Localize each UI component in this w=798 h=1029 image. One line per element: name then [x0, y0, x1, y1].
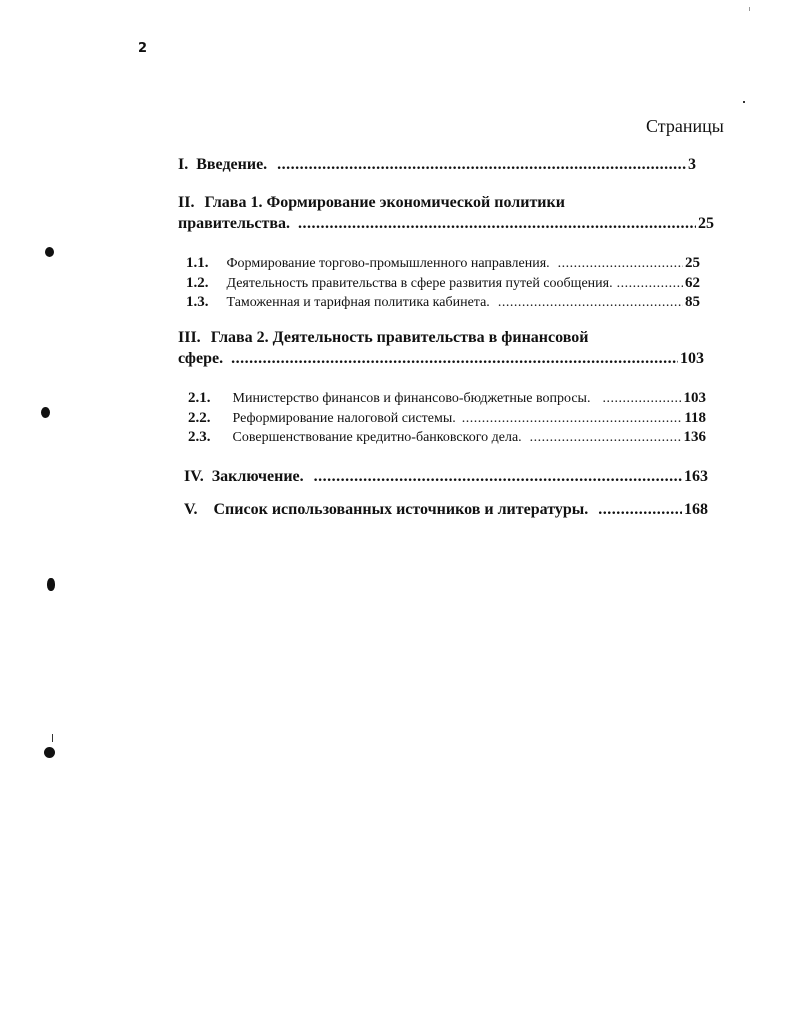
- toc-chapter-1-title: [178, 194, 565, 212]
- pages-column-header: Страницы: [646, 116, 724, 136]
- toc-section-2-2: [188, 410, 706, 427]
- toc-section-page: 136: [683, 429, 706, 445]
- toc-section-title: Реформирование налоговой системы.: [232, 411, 456, 426]
- toc-section-1-3: [186, 294, 700, 311]
- toc-entry-page: 163: [684, 468, 708, 485]
- toc-entry-title: Глава 2. Деятельность правительства в финансовой: [210, 329, 589, 346]
- toc-entry-number: II.: [178, 194, 195, 211]
- scan-speck: [743, 101, 745, 103]
- toc-section-number: 1.3.: [186, 294, 209, 310]
- dot-leader: [602, 391, 681, 407]
- toc-chapter-2-title: [178, 329, 588, 347]
- toc-section-number: 2.3.: [188, 429, 211, 445]
- toc-section-page: 103: [683, 390, 706, 406]
- toc-entry-page: 103: [680, 350, 704, 367]
- toc-entry-number: V.: [184, 501, 198, 518]
- scan-speck: [749, 7, 750, 11]
- toc-section-1-1: [186, 255, 700, 272]
- toc-section-title: Совершенствование кредитно-банковского дела.: [232, 430, 522, 445]
- toc-entry-number: III.: [178, 329, 201, 346]
- toc-section-number: 1.2.: [186, 275, 209, 291]
- toc-section-page: 85: [685, 294, 700, 310]
- toc-section-number: 2.2.: [188, 410, 211, 426]
- toc-entry-sources: [184, 501, 708, 519]
- binder-hole-mark: [45, 247, 54, 257]
- toc-entry-intro: [178, 156, 696, 174]
- toc-section-title: Таможенная и тарифная политика кабинета.: [226, 295, 490, 310]
- page-number: 2: [138, 41, 148, 56]
- toc-section-number: 2.1.: [188, 390, 211, 406]
- toc-entry-page: 25: [698, 215, 714, 232]
- toc-entry-title-cont: сфере.: [178, 350, 224, 367]
- toc-entry-number: IV.: [184, 468, 204, 485]
- toc-entry-title: Список использованных источников и литературы.: [213, 501, 589, 518]
- dot-leader: [298, 215, 696, 233]
- binder-hole-mark: [44, 747, 55, 758]
- dot-leader: [314, 468, 682, 486]
- toc-section-1-2: [186, 275, 700, 292]
- dot-leader: [598, 501, 682, 519]
- toc-entry-page: 168: [684, 501, 708, 518]
- toc-chapter-1-continuation: [178, 215, 714, 233]
- binder-hole-mark: [41, 407, 50, 418]
- dot-leader: [530, 430, 682, 446]
- toc-entry-title: Заключение.: [211, 468, 304, 485]
- dot-leader: [498, 295, 683, 311]
- toc-entry-title: Введение.: [196, 156, 268, 173]
- toc-section-title: Министерство финансов и финансово-бюджетные вопросы.: [232, 391, 591, 406]
- dot-leader: [558, 256, 683, 272]
- toc-entry-title: Глава 1. Формирование экономической политики: [204, 194, 565, 211]
- toc-section-2-1: [188, 390, 706, 407]
- dot-leader: [277, 156, 686, 174]
- toc-section-page: 118: [684, 410, 706, 426]
- scan-speck: [52, 734, 53, 742]
- toc-section-title: Формирование торгово-промышленного направления.: [226, 256, 550, 271]
- dot-leader: [231, 350, 678, 368]
- toc-section-page: 25: [685, 255, 700, 271]
- dot-leader: [617, 276, 683, 292]
- toc-section-title: Деятельность правительства в сфере развития путей сообщения.: [226, 276, 613, 291]
- toc-entry-conclusion: [184, 468, 708, 486]
- toc-section-number: 1.1.: [186, 255, 209, 271]
- binder-hole-mark: [47, 578, 55, 591]
- toc-section-page: 62: [685, 275, 700, 291]
- toc-entry-title-cont: правительства.: [178, 215, 290, 232]
- dot-leader: [462, 411, 683, 427]
- toc-entry-page: 3: [688, 156, 696, 173]
- toc-section-2-3: [188, 429, 706, 446]
- toc-chapter-2-continuation: [178, 350, 704, 368]
- toc-entry-number: I.: [178, 156, 189, 173]
